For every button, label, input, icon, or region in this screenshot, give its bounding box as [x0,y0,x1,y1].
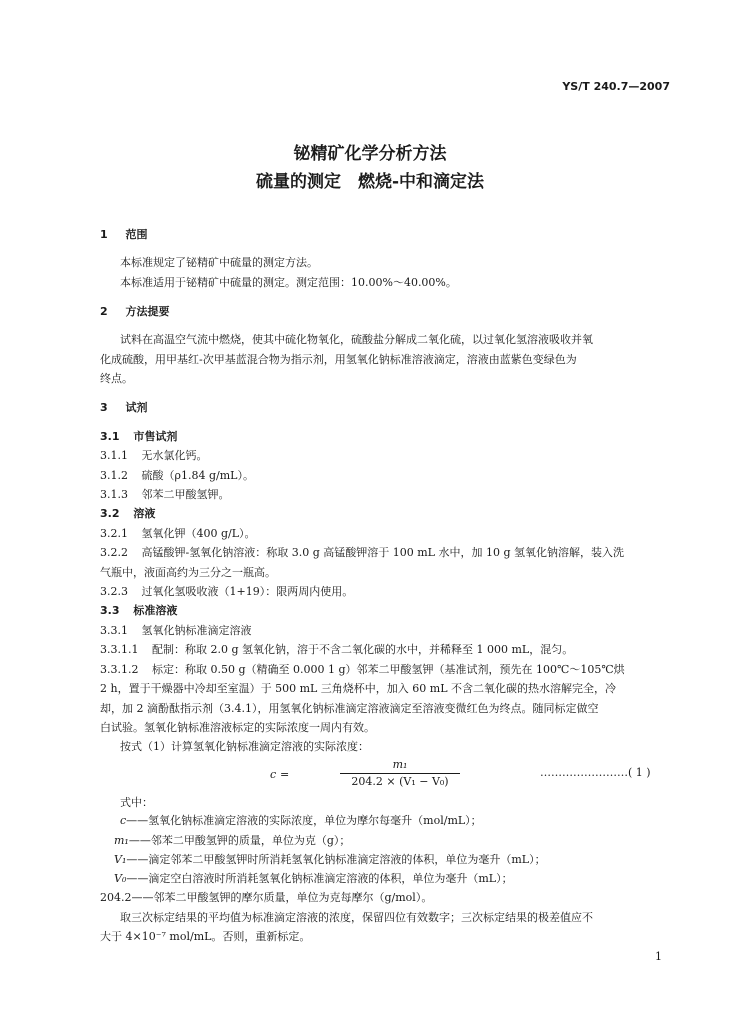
clause-3-1-2-number: 3.1.2 [100,469,128,482]
section-1-title: 范围 [125,228,148,241]
where-c-symbol: c [120,814,127,827]
title-line-2: 硫量的测定 燃烧-中和滴定法 [255,172,485,192]
clause-3-3-title: 标准溶液 [133,604,178,617]
clause-3-3 [100,604,177,618]
clause-3-1-1 [100,449,208,463]
clause-3-1-2-text: 硫酸（ρ1.84 g/mL）。 [141,469,254,482]
section-1-para-1: 本标准规定了铋精矿中硫量的测定方法。 [120,256,318,269]
clause-3-1-3 [100,488,230,502]
document-id: YS/T 240.7—2007 [562,80,670,93]
section-3-number: 3 [100,401,108,414]
where-c-desc: ——氢氧化钠标准滴定溶液的实际浓度，单位为摩尔每毫升（mol/mL）； [126,814,482,827]
clause-3-3-1-2-line-2: 2 h，置于干燥器中冷却至室温）于 500 mL 三角烧杯中，加入 60 mL 不含二氧化碳的热水溶解完全，冷 [100,682,617,695]
section-3-title: 试剂 [125,401,148,414]
section-2-heading [100,305,170,319]
formula-equals: = [280,768,290,781]
clause-3-1-1-number: 3.1.1 [100,449,128,462]
clause-3-2-number: 3.2 [100,507,120,520]
formula-denominator: 204.2 × (V₁ − V₀) [351,775,449,788]
formula-number-label: ( 1 ) [628,766,651,779]
where-c [120,814,482,828]
closing-line-1: 取三次标定结果的平均值为标准滴定溶液的浓度，保留四位有效数字；三次标定结果的极差值应不 [120,911,593,924]
clause-3-1-2 [100,469,254,483]
clause-3-3-1 [100,624,252,638]
where-v0-symbol: V₀ [114,872,127,885]
where-v0 [114,872,513,886]
section-2-title: 方法提要 [125,305,170,318]
formula-intro: 按式（1）计算氢氧化钠标准滴定溶液的实际浓度： [120,740,369,753]
formula-number [540,766,651,780]
page-number: 1 [655,950,662,963]
clause-3-3-1-1 [100,643,573,657]
clause-3-2-3-number: 3.2.3 [100,585,128,598]
where-v1-desc: ——滴定邻苯二甲酸氢钾时所消耗氢氧化钠标准滴定溶液的体积，单位为毫升（mL）； [126,853,546,866]
clause-3-2 [100,507,155,521]
clause-3-2-1 [100,527,256,541]
clause-3-3-1-number: 3.3.1 [100,624,128,637]
clause-3-3-1-2-number: 3.3.1.2 [100,663,139,676]
clause-3-2-2-line-2: 气瓶中，液面高约为三分之一瓶高。 [100,566,276,579]
clause-3-3-number: 3.3 [100,604,120,617]
title-line-1: 铋精矿化学分析方法 [293,144,447,164]
clause-3-1 [100,430,177,444]
clause-3-2-2-text: 高锰酸钾-氢氧化钠溶液：称取 3.0 g 高锰酸钾溶于 100 mL 水中，加 10 g 氢氧化钠溶解，装入洗 [141,546,624,559]
clause-3-2-2-number: 3.2.2 [100,546,128,559]
section-1-para-2: 本标准适用于铋精矿中硫量的测定。测定范围：10.00%～40.00%。 [120,276,457,289]
section-1-heading [100,228,148,242]
clause-3-2-title: 溶液 [133,507,156,520]
clause-3-3-1-2 [100,663,625,677]
section-3-heading [100,401,148,415]
clause-3-3-1-1-number: 3.3.1.1 [100,643,139,656]
formula-lhs: c [270,768,277,781]
where-m1-symbol: m₁ [114,834,129,847]
formula-fraction [340,758,460,789]
fraction-bar [340,773,460,774]
clause-3-2-2 [100,546,624,560]
where-m1 [114,834,350,848]
clause-3-1-3-text: 邻苯二甲酸氢钾。 [141,488,230,501]
where-molar-mass-desc: ——邻苯二甲酸氢钾的摩尔质量，单位为克每摩尔（g/mol）。 [131,891,433,904]
clause-3-2-1-number: 3.2.1 [100,527,128,540]
clause-3-1-1-text: 无水氯化钙。 [141,449,208,462]
where-v1-symbol: V₁ [114,853,127,866]
clause-3-2-3 [100,585,353,599]
where-v1 [114,853,546,867]
where-intro: 式中： [120,796,153,809]
clause-3-2-1-text: 氢氧化钾（400 g/L）。 [141,527,256,540]
clause-3-1-title: 市售试剂 [133,430,178,443]
clause-3-3-1-2-line-4: 白试验。氢氧化钠标准溶液标定的实际浓度一周内有效。 [100,721,375,734]
section-2-line-2: 化成硫酸，用甲基红-次甲基蓝混合物为指示剂，用氢氧化钠标准溶液滴定，溶液由蓝紫色变绿色为 [100,353,577,366]
where-m1-desc: ——邻苯二甲酸氢钾的质量，单位为克（g）； [128,834,351,847]
clause-3-1-3-number: 3.1.3 [100,488,128,501]
section-2-line-3: 终点。 [100,372,133,385]
where-v0-desc: ——滴定空白溶液时所消耗氢氧化钠标准滴定溶液的体积，单位为毫升（mL）； [126,872,513,885]
clause-3-3-1-1-text: 配制：称取 2.0 g 氢氧化钠，溶于不含二氧化碳的水中，并稀释至 1 000 mL，混匀。 [151,643,574,656]
formula-leader: …………………… [540,766,628,779]
section-2-number: 2 [100,305,108,318]
closing-line-2: 大于 4×10⁻⁷ mol/mL。否则，重新标定。 [100,930,311,943]
clause-3-2-3-text: 过氧化氢吸收液（1+19）：限两周内使用。 [141,585,354,598]
clause-3-3-1-2-line-3: 却，加 2 滴酚酞指示剂（3.4.1），用氢氧化钠标准滴定溶液滴定至溶液变微红色为终点。随同标定做空 [100,702,599,715]
where-molar-mass-symbol: 204.2 [100,891,132,904]
section-1-number: 1 [100,228,108,241]
clause-3-1-number: 3.1 [100,430,120,443]
clause-3-3-1-text: 氢氧化钠标准滴定溶液 [141,624,252,637]
where-molar-mass [100,891,432,905]
section-2-line-1: 试料在高温空气流中燃烧，使其中硫化物氧化，硫酸盐分解成二氧化硫，以过氧化氢溶液吸收并氧 [120,333,593,346]
formula-numerator: m₁ [392,758,408,771]
clause-3-3-1-2-text: 标定：称取 0.50 g（精确至 0.000 1 g）邻苯二甲酸氢钾（基准试剂，预先在 100℃～105℃烘 [151,663,625,676]
